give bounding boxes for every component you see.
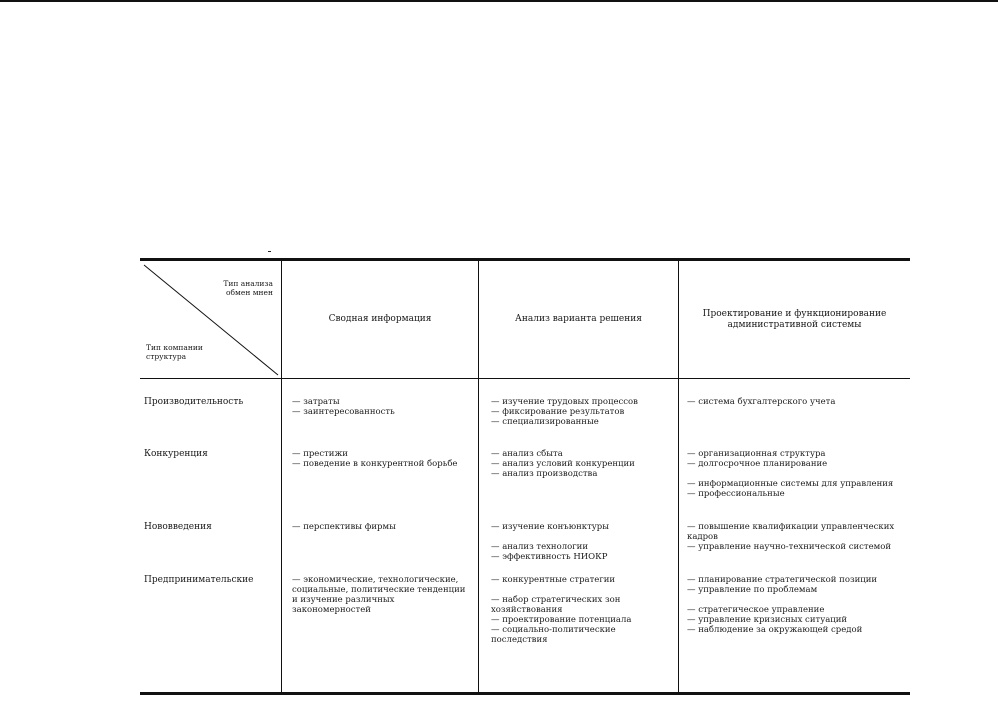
table-cell: — изучение конъюнктуры — анализ технологии — эффективность НИОКР [491, 522, 610, 562]
analysis-table [140, 258, 910, 695]
row-label-column [140, 379, 282, 692]
row-label-innovation: Нововведения [144, 522, 212, 532]
table-cell: — конкурентные стратегии — набор стратегических зон хозяйствования — проектирование потенциала — социально-политические последствия [491, 575, 632, 645]
table-header [140, 261, 910, 378]
table-body [140, 379, 910, 692]
page-top-rule [0, 0, 998, 2]
corner-cell [140, 261, 282, 378]
summary-info-column [282, 379, 479, 692]
row-label-competition: Конкуренция [144, 449, 208, 459]
table-cell: — престижи — поведение в конкурентной борьбе [292, 449, 458, 469]
table-bottom-rule [140, 692, 910, 695]
row-label-entrepreneurial: Предпринимательские [144, 575, 254, 585]
table-cell: — перспективы фирмы [292, 522, 396, 532]
table-cell: — повышение квалификации управленческих кадров — управление научно-технической системой [687, 522, 895, 552]
solution-analysis-column [479, 379, 679, 692]
table-cell: — изучение трудовых процессов — фиксирование результатов — специализированные [491, 397, 638, 427]
column-header-3: Проектирование и функционирование административной системы [702, 308, 887, 330]
system-design-column [679, 379, 910, 692]
table-cell: — планирование стратегической позиции — управление по проблемам — стратегическое управление — управление кризисных ситуаций — наблюдение за окружающей средой [687, 575, 878, 635]
column-header-1: Сводная информация [282, 261, 479, 378]
table-cell: — организационная структура — долгосрочное планирование — информационные системы для управления — профессиональные [687, 449, 894, 499]
table-cell: — затраты — заинтересованность [292, 397, 395, 417]
row-label-productivity: Производительность [144, 397, 244, 407]
table-cell: — анализ сбыта — анализ условий конкуренции — анализ производства [491, 449, 635, 479]
corner-bottom-label: Тип компании структура [146, 343, 203, 361]
table-cell: — система бухгалтерского учета [687, 397, 836, 407]
table-cell: — экономические, технологические, социальные, политические тенденции и изучение различных закономерностей [292, 575, 466, 615]
column-header-2: Анализ варианта решения [479, 261, 679, 378]
stray-mark [268, 251, 271, 252]
corner-top-label: Тип анализа обмен мнен [223, 279, 273, 297]
